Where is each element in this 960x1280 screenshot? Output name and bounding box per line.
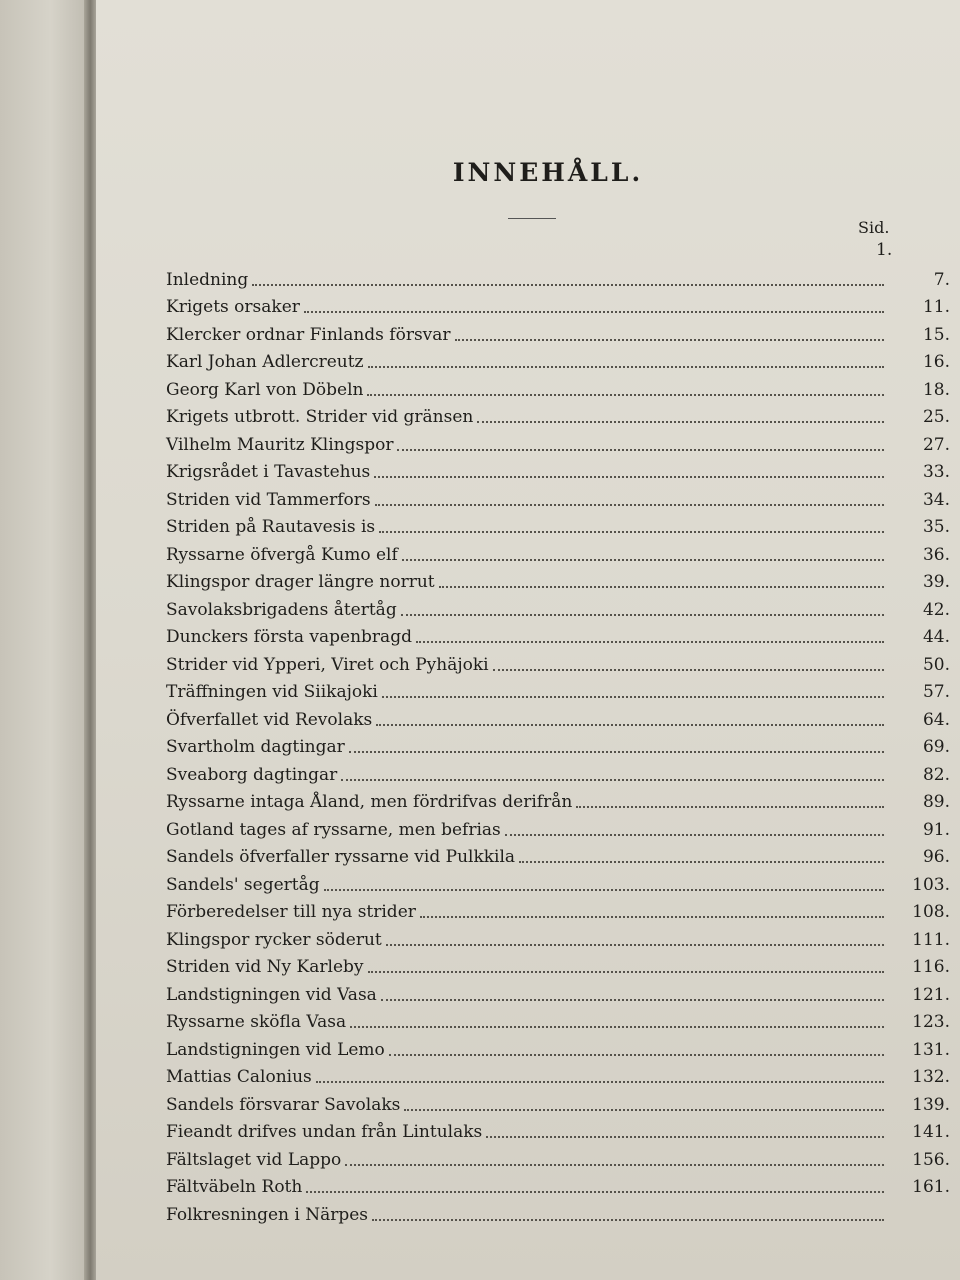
dot-leader (416, 640, 884, 643)
toc-entry-title: Klingspor drager längre norrut (166, 572, 435, 592)
dot-leader (455, 338, 884, 341)
toc-entry-page: 116. (912, 957, 950, 977)
toc-entry (160, 702, 950, 730)
dot-leader (252, 283, 884, 286)
toc-entry-title: Mattias Calonius (166, 1067, 312, 1087)
toc-entry-page: 34. (922, 489, 950, 510)
toc-entry-page: 103. (912, 874, 950, 895)
toc-entry (160, 977, 950, 1005)
toc-entry (160, 537, 950, 565)
toc-entry-title: Fältslaget vid Lappo (166, 1149, 342, 1170)
title-divider (508, 218, 556, 219)
toc-entry (160, 482, 950, 510)
toc-entry (160, 1060, 950, 1088)
toc-entry-title: Svartholm dagtingar (166, 737, 345, 757)
toc-entry (160, 455, 950, 483)
toc-entry (160, 427, 950, 455)
toc-entry-title: Gotland tages af ryssarne, men befrias (166, 819, 501, 840)
dot-leader (386, 943, 884, 946)
dot-leader (404, 1108, 884, 1111)
toc-entry-title: Savolaksbrigadens återtåg (166, 599, 397, 620)
toc-entry-title: Ryssarne intaga Åland, men fördrifvas derifrån (166, 792, 573, 812)
toc-entry (160, 950, 950, 978)
dot-leader (576, 805, 884, 808)
toc-entry-title: Landstigningen vid Vasa (166, 984, 377, 1005)
toc-entry-page: 89. (922, 792, 950, 812)
page-title: INNEHÅLL. (452, 158, 644, 187)
toc-entry-title: Sandels försvarar Savolaks (166, 1094, 401, 1115)
toc-entry-page: 50. (922, 654, 950, 675)
toc-entry-page: 16. (922, 352, 950, 372)
toc-entry-title: Dunckers första vapenbragd (166, 627, 412, 647)
toc-entry-page: 123. (912, 1012, 950, 1032)
dot-leader (306, 1190, 884, 1193)
dot-leader (345, 1163, 884, 1166)
toc-entry (160, 812, 950, 840)
dot-leader (402, 558, 884, 561)
toc-entry-title: Georg Karl von Döbeln (166, 379, 364, 400)
toc-entry-title: Träffningen vid Siikajoki (166, 682, 378, 702)
toc-entry-page: 36. (922, 544, 950, 565)
dot-leader (341, 778, 884, 781)
toc-entry (160, 895, 950, 923)
toc-entry-title: Klercker ordnar Finlands försvar (166, 324, 451, 345)
dot-leader (401, 613, 884, 616)
dot-leader (382, 695, 884, 698)
toc-entry-page: 132. (912, 1067, 950, 1087)
toc-entry-title: Strider vid Ypperi, Viret och Pyhäjoki (166, 654, 489, 675)
toc-entry (160, 372, 950, 400)
toc-entry (160, 1032, 950, 1060)
toc-entry-title: Karl Johan Adlercreutz (166, 352, 364, 372)
toc-entry-title: Krigets orsaker (166, 297, 300, 317)
toc-entry-page: 15. (922, 324, 950, 345)
toc-entry-page: 35. (922, 517, 950, 537)
dot-leader (316, 1080, 884, 1083)
toc-entry-title: Inledning (166, 269, 249, 290)
dot-leader (493, 668, 884, 671)
toc-entry-title: Öfverfallet vid Revolaks (166, 709, 373, 730)
toc-entry (160, 647, 950, 675)
toc-entry-page: 69. (922, 737, 950, 757)
toc-entry (160, 867, 950, 895)
dot-leader (486, 1135, 884, 1138)
toc-entry-page: 18. (922, 379, 950, 400)
toc-entry (160, 785, 950, 813)
dot-leader (372, 1218, 884, 1221)
dot-leader (379, 530, 884, 533)
toc-entry-title: Ryssarne öfvergå Kumo elf (166, 544, 398, 565)
toc-entry (160, 565, 950, 593)
toc-entry-page: 11. (922, 297, 950, 317)
dot-leader (381, 998, 884, 1001)
toc-entry-page: 27. (922, 434, 950, 455)
dot-leader (304, 310, 884, 313)
toc-entry-title: Landstigningen vid Lemo (166, 1039, 385, 1060)
toc-entry (160, 290, 950, 318)
toc-entry-page: 96. (922, 847, 950, 867)
toc-entry-page: 141. (912, 1122, 950, 1142)
toc-entry-title: Folkresningen i Närpes (166, 1204, 369, 1225)
toc-entry-title: Sandels' segertåg (166, 874, 320, 895)
toc-entry-title: Striden på Rautavesis is (166, 517, 376, 537)
toc-entry-title: Krigets utbrott. Strider vid gränsen (166, 407, 474, 427)
toc-entry-page: 121. (912, 984, 950, 1005)
table-of-contents (160, 262, 950, 1225)
dot-leader (349, 750, 884, 753)
toc-entry-page: 7. (933, 269, 950, 290)
toc-entry-title: Sveaborg dagtingar (166, 764, 338, 785)
toc-entry (160, 1170, 950, 1198)
toc-entry-page: 108. (912, 902, 950, 922)
dot-leader (376, 723, 884, 726)
toc-entry (160, 345, 950, 373)
toc-entry (160, 922, 950, 950)
toc-entry (160, 510, 950, 538)
toc-entry-page: 33. (922, 462, 950, 482)
toc-entry (160, 1087, 950, 1115)
dot-leader (324, 888, 884, 891)
toc-entry-page: 44. (922, 627, 950, 647)
toc-entry-page: 39. (922, 572, 950, 592)
toc-entry-page: 82. (922, 764, 950, 785)
dot-leader (477, 420, 884, 423)
toc-entry-title: Striden vid Ny Karleby (166, 957, 364, 977)
toc-entry-title: Fieandt drifves undan från Lintulaks (166, 1122, 483, 1142)
toc-entry-page: 139. (912, 1094, 950, 1115)
toc-entry (160, 262, 950, 290)
dot-leader (368, 365, 884, 368)
toc-entry (160, 840, 950, 868)
toc-entry-page: 156. (912, 1149, 950, 1170)
toc-entry-title: Klingspor rycker söderut (166, 929, 382, 950)
dot-leader (439, 585, 884, 588)
dot-leader (367, 393, 884, 396)
toc-entry-page: 57. (922, 682, 950, 702)
dot-leader (505, 833, 884, 836)
toc-entry-page: 161. (912, 1177, 950, 1197)
toc-entry-page: 131. (912, 1039, 950, 1060)
toc-entry (160, 400, 950, 428)
toc-entry-title: Striden vid Tammerfors (166, 489, 371, 510)
toc-entry (160, 1197, 950, 1225)
toc-entry (160, 592, 950, 620)
toc-entry (160, 730, 950, 758)
dot-leader (368, 970, 885, 973)
first-page-number: 1. (876, 240, 893, 260)
dot-leader (375, 503, 884, 506)
toc-entry (160, 1142, 950, 1170)
toc-entry (160, 1005, 950, 1033)
toc-entry-title: Vilhelm Mauritz Klingspor (166, 434, 394, 455)
left-page-edge (0, 0, 92, 1280)
toc-entry-title: Krigsrådet i Tavastehus (166, 462, 371, 482)
dot-leader (350, 1025, 884, 1028)
toc-entry (160, 317, 950, 345)
toc-entry-page: 64. (922, 709, 950, 730)
toc-entry-title: Ryssarne sköfla Vasa (166, 1012, 347, 1032)
toc-entry-title: Fältväbeln Roth (166, 1177, 303, 1197)
toc-entry-page: 42. (922, 599, 950, 620)
toc-entry (160, 1115, 950, 1143)
toc-entry (160, 757, 950, 785)
toc-entry-title: Sandels öfverfaller ryssarne vid Pulkkila (166, 847, 516, 867)
dot-leader (397, 448, 884, 451)
toc-entry (160, 620, 950, 648)
toc-entry-page: 91. (922, 819, 950, 840)
page-column-label: Sid. (858, 218, 890, 237)
toc-entry-title: Förberedelser till nya strider (166, 902, 416, 922)
dot-leader (420, 915, 884, 918)
dot-leader (389, 1053, 884, 1056)
toc-entry-page: 25. (922, 407, 950, 427)
toc-entry (160, 675, 950, 703)
dot-leader (519, 860, 884, 863)
dot-leader (374, 475, 884, 478)
toc-entry-page: 111. (912, 929, 950, 950)
